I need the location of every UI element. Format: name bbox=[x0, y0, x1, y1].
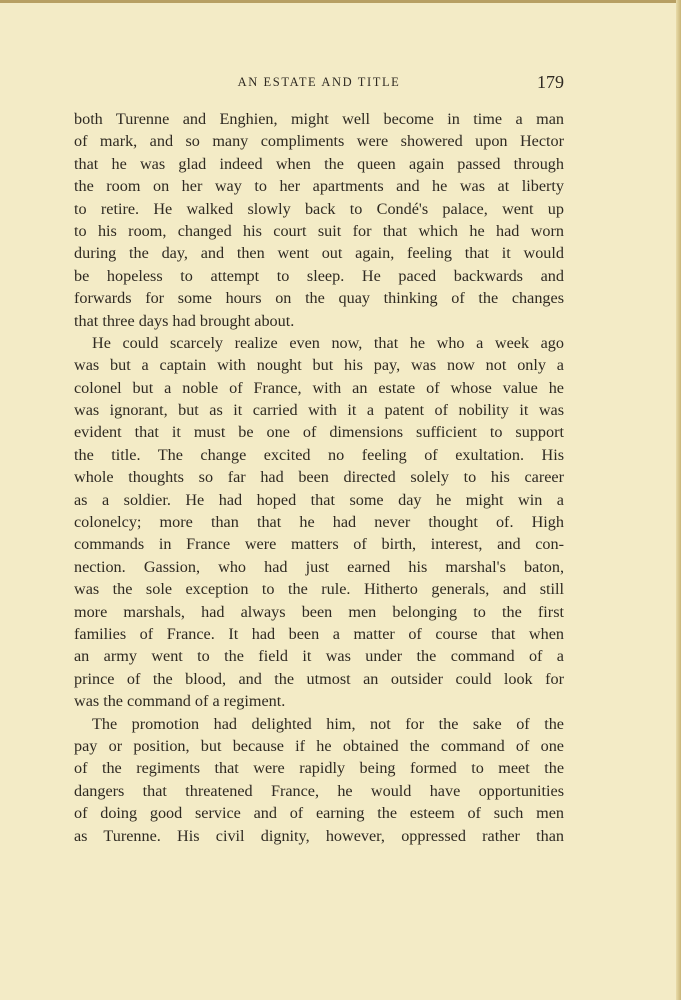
text-line: as Turenne. His civil dignity, however, oppressed rather than bbox=[74, 826, 564, 845]
page-top-edge bbox=[0, 0, 681, 3]
text-line: the title. The change excited no feeling of exultation. His bbox=[74, 445, 564, 464]
text-line: was the command of a regiment. bbox=[74, 692, 286, 711]
text-line: of the regiments that were rapidly being formed to meet the bbox=[74, 759, 564, 778]
text-line: as a soldier. He had hoped that some day he might win a bbox=[74, 490, 564, 509]
text-line: dangers that threatened France, he would have opportunities bbox=[74, 781, 564, 800]
text-line: of doing good service and of earning the esteem of such men bbox=[74, 804, 564, 823]
text-line: to retire. He walked slowly back to Condé's palace, went up bbox=[74, 199, 564, 218]
page-right-edge bbox=[676, 0, 681, 1000]
text-line: The promotion had delighted him, not for the sake of the bbox=[92, 714, 564, 733]
text-line: of mark, and so many compliments were showered upon Hector bbox=[74, 132, 564, 151]
text-line: be hopeless to attempt to sleep. He paced backwards and bbox=[74, 266, 564, 285]
text-line: He could scarcely realize even now, that he who a week ago bbox=[92, 333, 564, 352]
text-line: more marshals, had always been men belonging to the first bbox=[74, 602, 564, 621]
text-line: both Turenne and Enghien, might well become in time a man bbox=[74, 110, 564, 128]
page-number: 179 bbox=[537, 72, 564, 92]
text-line: an army went to the field it was under the command of a bbox=[74, 647, 564, 666]
text-line: to his room, changed his court suit for that which he had worn bbox=[74, 221, 564, 240]
text-line: was the sole exception to the rule. Hitherto generals, and still bbox=[74, 580, 564, 599]
text-line: that three days had brought about. bbox=[74, 311, 295, 330]
text-line: was but a captain with nought but his pay, was now not only a bbox=[74, 356, 564, 375]
text-line: pay or position, but because if he obtained the command of one bbox=[74, 736, 564, 755]
text-line: during the day, and then went out again, feeling that it would bbox=[74, 244, 564, 263]
text-line: evident that it must be one of dimensions sufficient to support bbox=[74, 423, 564, 442]
text-line: whole thoughts so far had been directed solely to his career bbox=[74, 468, 564, 487]
text-line: families of France. It had been a matter of course that when bbox=[74, 624, 564, 643]
page-header bbox=[74, 72, 564, 96]
text-line: the room on her way to her apartments and he was at liberty bbox=[74, 177, 564, 196]
text-line: colonel but a noble of France, with an estate of whose value he bbox=[74, 378, 564, 397]
text-line: nection. Gassion, who had just earned his marshal's baton, bbox=[74, 557, 564, 576]
text-line: was ignorant, but as it carried with it a patent of nobility it was bbox=[74, 401, 564, 420]
text-line: commands in France were matters of birth, interest, and con- bbox=[74, 535, 564, 554]
body-text bbox=[74, 108, 564, 847]
text-line: that he was glad indeed when the queen again passed through bbox=[74, 154, 564, 173]
text-line: prince of the blood, and the utmost an outsider could look for bbox=[74, 669, 564, 688]
running-title: AN ESTATE AND TITLE bbox=[237, 75, 401, 89]
text-line: colonelcy; more than that he had never thought of. High bbox=[74, 513, 564, 532]
text-line: forwards for some hours on the quay thinking of the changes bbox=[74, 289, 564, 308]
